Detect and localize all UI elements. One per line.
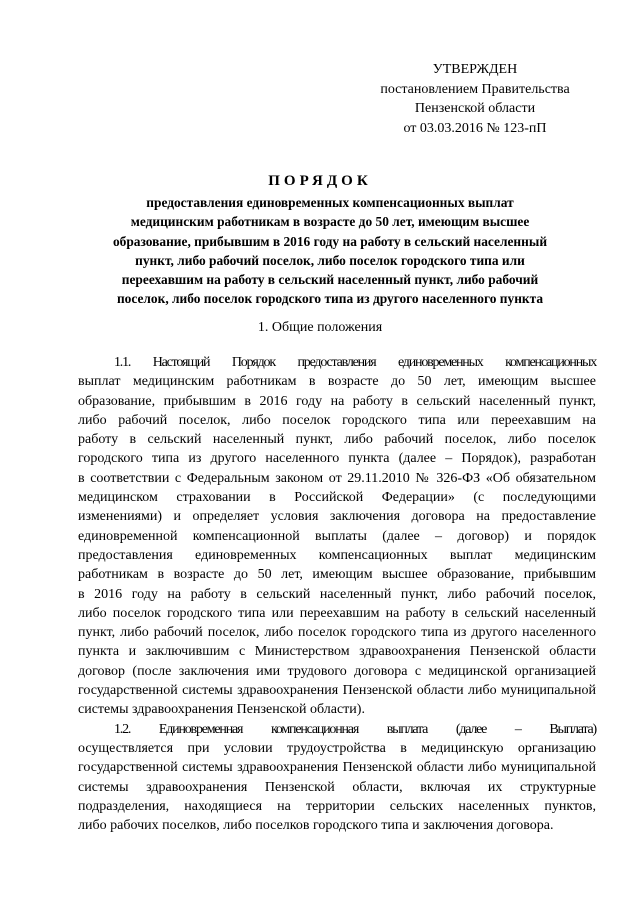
paragraph-line: медицинском страховании в Российской Федерации» (с последующими <box>78 490 596 506</box>
subtitle-line: образование, прибывшим в 2016 году на работу в сельский населенный <box>112 233 548 249</box>
paragraph-line: 1.2. Единовременная компенсационная выплата (далее – Выплата) <box>114 721 596 737</box>
approval-line: от 03.03.2016 № 123-пП <box>403 120 547 136</box>
paragraph-line: выплат медицинским работникам в возрасте до 50 лет, имеющим высшее <box>78 374 596 390</box>
paragraph-line: пункта и заключившим с Министерством здравоохранения Пензенской области <box>78 644 596 660</box>
document-title: ПОРЯДОК <box>268 173 372 189</box>
subtitle-line: предоставления единовременных компенсационных выплат <box>146 195 514 210</box>
paragraph-line: либо рабочих поселков, либо поселков городского типа и заключения договора. <box>78 818 554 834</box>
paragraph-line: в соответствии с Федеральным законом от 29.11.2010 № 326-ФЗ «Об обязательном <box>78 470 596 486</box>
approval-block <box>360 60 590 138</box>
approval-line: Пензенской области <box>414 101 536 116</box>
approval-line: УТВЕРЖДЕН <box>432 62 518 77</box>
paragraph-line: в 2016 году на работу в сельский населенный пункт, либо рабочий поселок, <box>78 586 596 602</box>
subtitle-line: переехавшим на работу в сельский населенный пункт, либо рабочий <box>121 272 539 288</box>
paragraph-line: образование, прибывшим в 2016 году на работу в сельский населенный пункт, <box>78 393 596 409</box>
paragraph-line: договор (после заключения ими трудового договора с медицинской организацией <box>78 663 596 679</box>
paragraph-line: системы здравоохранения Пензенской области, включая их структурные <box>78 779 596 795</box>
approval-line: постановлением Правительства <box>380 81 570 97</box>
subtitle-line: поселок, либо поселок городского типа из другого населенного пункта <box>116 291 544 307</box>
subtitle-line: медицинским работникам в возрасте до 50 лет, имеющим высшее <box>130 214 530 230</box>
paragraph-line: 1.1. Настоящий Порядок предоставления единовременных компенсационных <box>114 355 596 370</box>
paragraph-line: государственной системы здравоохранения Пензенской области либо муниципальной <box>78 760 596 776</box>
paragraph-2 <box>78 720 596 836</box>
section-heading: 1. Общие положения <box>257 320 383 335</box>
paragraph-line: либо поселок городского типа или переехавшим на работу в сельский населенный <box>78 605 596 621</box>
paragraph-line: пункт, либо рабочий поселок, либо поселок городского типа из другого населенного <box>78 625 596 641</box>
subtitle-line: пункт, либо рабочий поселок, либо поселок городского типа или <box>135 252 525 268</box>
paragraph-line: государственной системы здравоохранения Пензенской области либо муниципальной <box>78 683 596 699</box>
paragraph-line: изменениями) и определяет условия заключения договора на предоставление <box>78 509 596 525</box>
paragraph-line: работу в сельский населенный пункт, либо рабочий поселок, либо поселок <box>78 432 596 448</box>
paragraph-line: либо рабочий поселок, либо поселок городского типа или переехавшим на <box>78 412 596 428</box>
document-subtitle <box>60 193 600 309</box>
paragraph-line: осуществляется при условии трудоустройства в медицинскую организацию <box>78 740 596 756</box>
paragraph-line: подразделения, находящиеся на территории сельских населенных пунктов, <box>78 798 596 814</box>
paragraph-line: работникам в возрасте до 50 лет, имеющим высшее образование, прибывшим <box>78 567 596 583</box>
paragraph-line: предоставления единовременных компенсационных выплат медицинским <box>78 547 596 563</box>
paragraph-line: городского типа из другого населенного пункта (далее – Порядок), разработан <box>78 451 596 467</box>
paragraph-1 <box>78 353 596 720</box>
paragraph-line: единовременной компенсационной выплаты (далее – договор) и порядок <box>78 528 596 544</box>
paragraph-line: системы здравоохранения Пензенской области). <box>78 702 365 718</box>
document-body <box>78 353 596 835</box>
